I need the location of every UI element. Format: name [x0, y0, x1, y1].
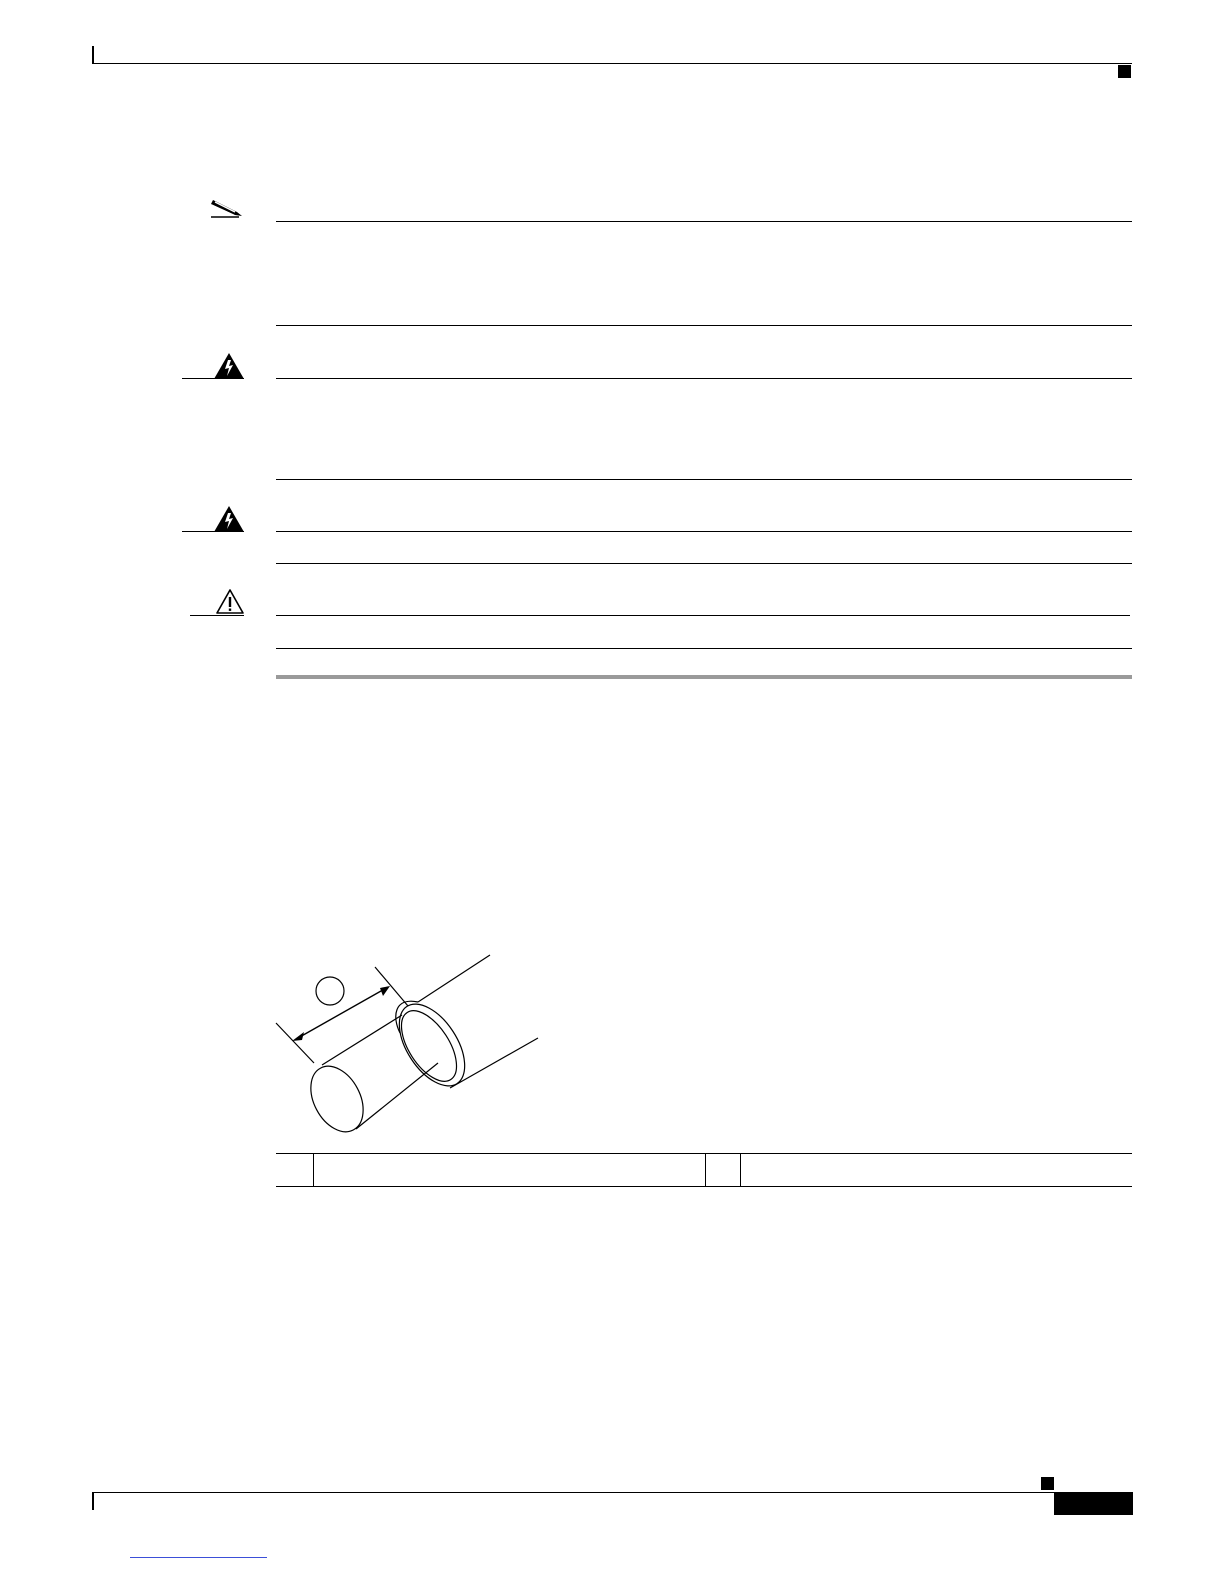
warning-1-top-rule: [276, 378, 1132, 379]
legend-divider-2: [705, 1153, 706, 1186]
header-rule: [92, 63, 1132, 64]
header-left-tick: [92, 46, 94, 64]
header-corner-marker: [1118, 65, 1131, 78]
footer-rule: [92, 1492, 1054, 1493]
warning-shock-icon: [213, 352, 245, 380]
footer-left-tick: [92, 1492, 94, 1510]
caution-short-rule: [190, 615, 244, 616]
warning-shock-icon: [213, 505, 245, 533]
caution-bottom-rule: [276, 648, 1132, 649]
warning-2-short-rule: [182, 531, 244, 532]
note-top-rule: [276, 221, 1132, 222]
cable-strip-figure: [270, 945, 550, 1145]
page-number-tab: [1054, 1492, 1133, 1515]
footer-corner-marker: [1041, 1477, 1054, 1490]
legend-divider-3: [740, 1153, 741, 1186]
warning-1-short-rule: [182, 378, 244, 379]
warning-2-bottom-rule: [276, 563, 1132, 564]
pencil-note-icon: [209, 196, 249, 222]
section-divider-rule: [276, 675, 1132, 679]
legend-divider-1: [313, 1153, 314, 1186]
caution-top-rule: [276, 615, 1130, 616]
note-bottom-rule: [276, 325, 1132, 326]
caution-triangle-icon: [215, 588, 245, 615]
warning-1-bottom-rule: [276, 479, 1132, 480]
footer-link-underline[interactable]: [130, 1557, 267, 1558]
warning-2-top-rule: [276, 531, 1132, 532]
legend-bottom-rule: [276, 1186, 1132, 1187]
legend-top-rule: [276, 1153, 1132, 1154]
